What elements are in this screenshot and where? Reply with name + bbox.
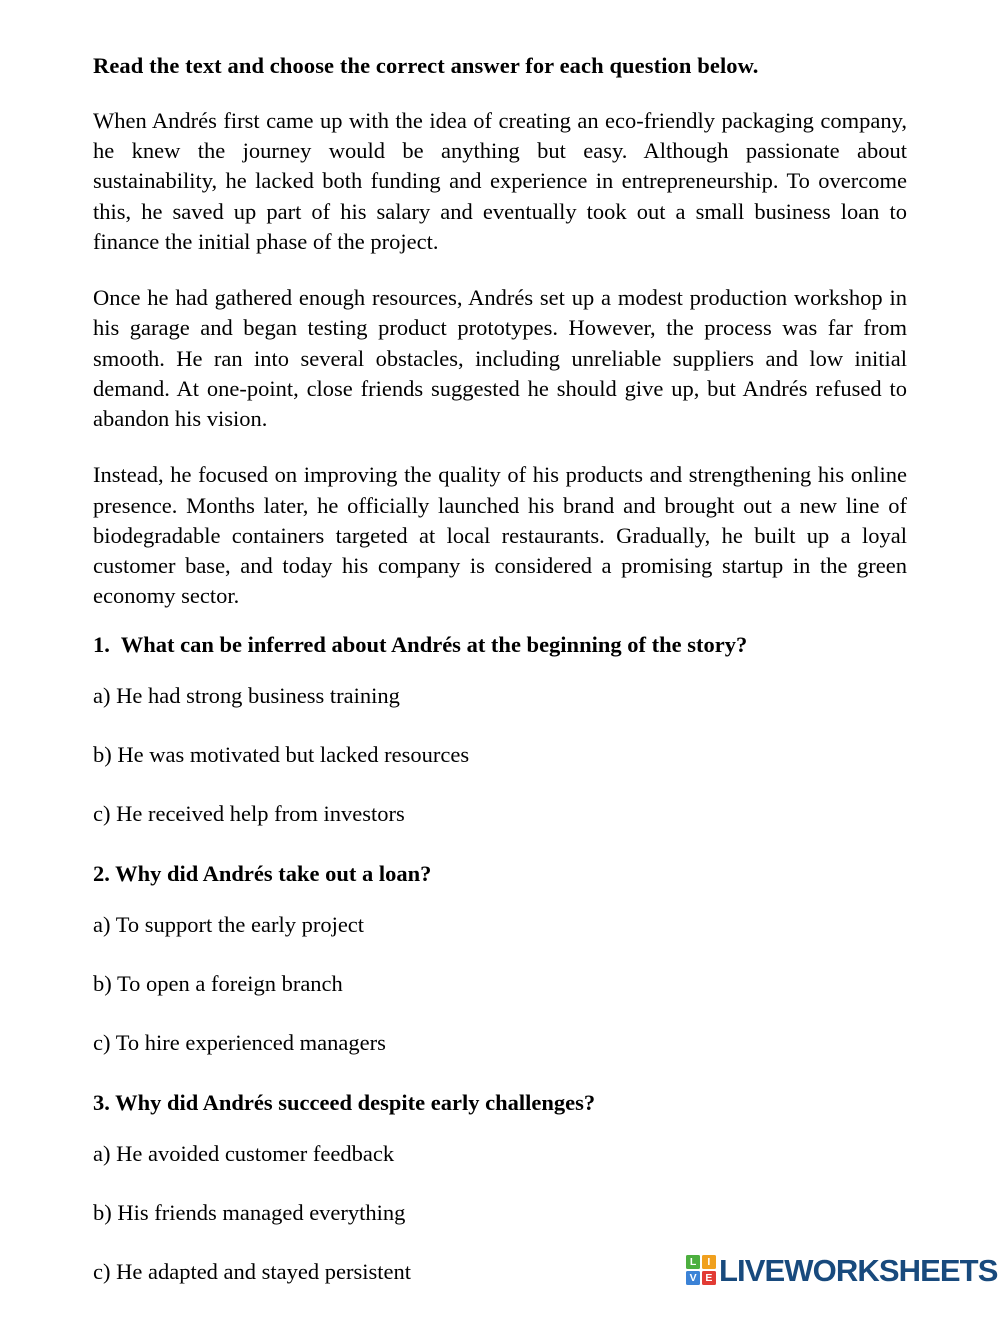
liveworksheets-logo-icon — [686, 1255, 716, 1285]
passage-paragraph-2: Once he had gathered enough resources, Andrés set up a modest production workshop in his garage and began testing product prototypes. However, the process was far from smooth. He ran into several obstacles, including unreliable suppliers and low initial demand. At one-point, close friends suggested he should give up, but Andrés refused to abandon his vision. — [93, 285, 907, 432]
question-2-option-b[interactable]: b) To open a foreign branch — [93, 971, 343, 997]
liveworksheets-wordmark: LIVEWORKSHEETS — [719, 1252, 998, 1288]
passage-paragraph-1: When Andrés first came up with the idea of creating an eco-friendly packaging company, he knew the journey would be anything but easy. Although passionate about sustainability, he lacked both funding and experience in entrepreneurship. To overcome this, he saved up part of his salary and eventually took out a small business loan to finance the initial phase of the project. — [93, 107, 907, 254]
passage-paragraph-3: Instead, he focused on improving the quality of his products and strengthening his online presence. Months later, he officially launched his brand and brought out a new line of biodegradable containers targeted at local restaurants. Gradually, he built up a loyal customer base, and today his company is considered a promising startup in the green economy sector. — [93, 462, 907, 609]
logo-cell-v: V — [686, 1271, 700, 1285]
logo-cell-l: L — [686, 1255, 700, 1269]
question-block-1 — [93, 630, 907, 829]
question-3-text: 3. Why did Andrés succeed despite early challenges? — [93, 1089, 596, 1115]
question-3-option-c[interactable]: c) He adapted and stayed persistent — [93, 1259, 411, 1285]
question-2-option-c[interactable]: c) To hire experienced managers — [93, 1030, 386, 1056]
logo-cell-i: I — [702, 1255, 716, 1269]
liveworksheets-logo[interactable] — [686, 1250, 997, 1290]
question-2-option-a[interactable]: a) To support the early project — [93, 911, 365, 937]
question-1-option-c[interactable]: c) He received help from investors — [93, 801, 405, 827]
question-block-2 — [93, 859, 907, 1058]
question-1-text: 1. What can be inferred about Andrés at the beginning of the story? — [93, 631, 748, 657]
question-3-option-b[interactable]: b) His friends managed everything — [93, 1200, 406, 1226]
logo-cell-e: E — [702, 1271, 716, 1285]
question-1-option-a[interactable]: a) He had strong business training — [93, 682, 400, 708]
question-3-option-a[interactable]: a) He avoided customer feedback — [93, 1140, 395, 1166]
instruction-heading: Read the text and choose the correct answer for each question below. — [93, 53, 759, 78]
worksheet-content — [93, 52, 907, 1317]
question-2-text: 2. Why did Andrés take out a loan? — [93, 860, 432, 886]
question-1-option-b[interactable]: b) He was motivated but lacked resources — [93, 742, 470, 768]
